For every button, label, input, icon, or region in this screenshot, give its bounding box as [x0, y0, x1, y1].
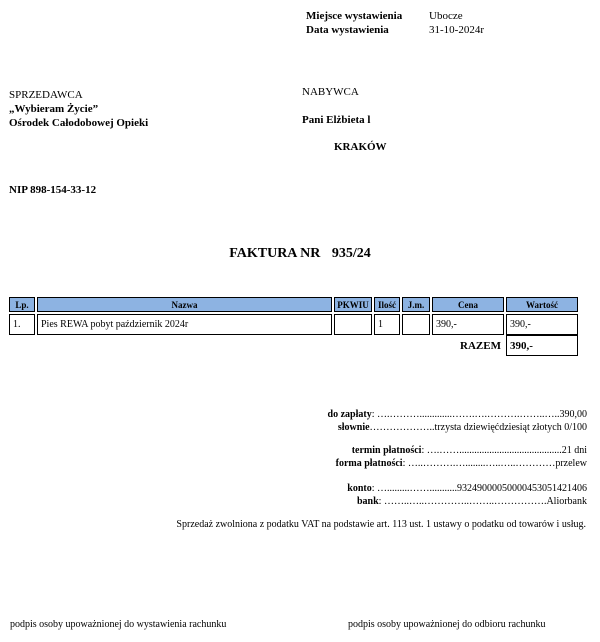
issuer-signature-label: podpis osoby upoważnionej do wystawienia rachunku — [10, 619, 227, 630]
row-qty: 1 — [374, 314, 400, 335]
words-label: słownie — [337, 422, 370, 433]
total-value: 390,- — [506, 335, 578, 356]
col-lp: Lp. — [9, 297, 35, 312]
invoice-title — [0, 246, 600, 262]
buyer-name: Pani Elżbieta l — [302, 114, 371, 126]
items-table — [7, 297, 580, 356]
invoice-number: 935/24 — [331, 246, 371, 261]
row-pkwiu — [334, 314, 372, 335]
row-value: 390,- — [506, 314, 578, 335]
bank-label: bank — [356, 496, 379, 507]
items-header-row — [9, 297, 578, 312]
buyer-city: KRAKÓW — [334, 141, 387, 153]
due-label: do zapłaty — [327, 409, 372, 420]
payment-due — [328, 408, 587, 434]
form-dots: : …..……….…........…..…..………… — [402, 458, 556, 469]
term-value: 21 dni — [561, 445, 587, 456]
account-dots: : ….........……........... — [371, 483, 457, 494]
invoice-title-label: FAKTURA NR — [229, 246, 321, 261]
bank-value: Aliorbank — [546, 496, 587, 507]
vat-exemption-note: Sprzedaż zwolniona z podatku VAT na podstawie art. 113 ust. 1 ustawy o podatku od towarów i usług. — [176, 519, 586, 530]
date-value: 31-10-2024r — [429, 24, 484, 36]
account-value: 93249000050000453051421406 — [457, 483, 587, 494]
seller-block — [9, 88, 148, 130]
total-row — [9, 335, 578, 356]
seller-nip: NIP 898-154-33-12 — [9, 184, 97, 196]
total-label: RAZEM — [460, 339, 501, 352]
seller-name-line2: Ośrodek Całodobowej Opieki — [9, 117, 149, 129]
place-label: Miejsce wystawienia — [306, 10, 403, 22]
form-label: forma płatności — [335, 458, 403, 469]
words-value: trzysta dziewięćdziesiąt złotych 0/100 — [434, 422, 587, 433]
bank-dots: : ……..…..…………..……..……………. — [378, 496, 547, 507]
col-name: Nazwa — [37, 297, 332, 312]
seller-name-line1: „Wybieram Życie” — [9, 103, 99, 115]
payment-terms — [336, 444, 587, 470]
col-unit: J.m. — [402, 297, 430, 312]
col-pkwiu: PKWIU — [334, 297, 372, 312]
words-dots: ……………….. — [369, 422, 435, 433]
row-name: Pies REWA pobyt październik 2024r — [37, 314, 332, 335]
due-value: 390,00 — [559, 409, 587, 420]
seller-heading: SPRZEDAWCA — [9, 89, 83, 101]
term-dots: : ….……......................................... — [421, 445, 562, 456]
term-label: termin płatności — [351, 445, 422, 456]
table-row — [9, 314, 578, 335]
date-label: Data wystawienia — [306, 24, 389, 36]
form-value: przelew — [555, 458, 587, 469]
col-qty: Ilość — [374, 297, 400, 312]
due-dots: : ….……….............…….….……….……..….. — [371, 409, 560, 420]
issue-meta — [306, 9, 484, 37]
buyer-heading: NABYWCA — [302, 86, 359, 98]
receiver-signature-label: podpis osoby upoważnionej do odbioru rachunku — [348, 619, 546, 630]
place-value: Ubocze — [429, 10, 463, 22]
row-lp: 1. — [9, 314, 35, 335]
payment-bank — [347, 482, 587, 508]
row-unit — [402, 314, 430, 335]
row-price: 390,- — [432, 314, 504, 335]
account-label: konto — [347, 483, 372, 494]
col-price: Cena — [432, 297, 504, 312]
col-value: Wartość — [506, 297, 578, 312]
